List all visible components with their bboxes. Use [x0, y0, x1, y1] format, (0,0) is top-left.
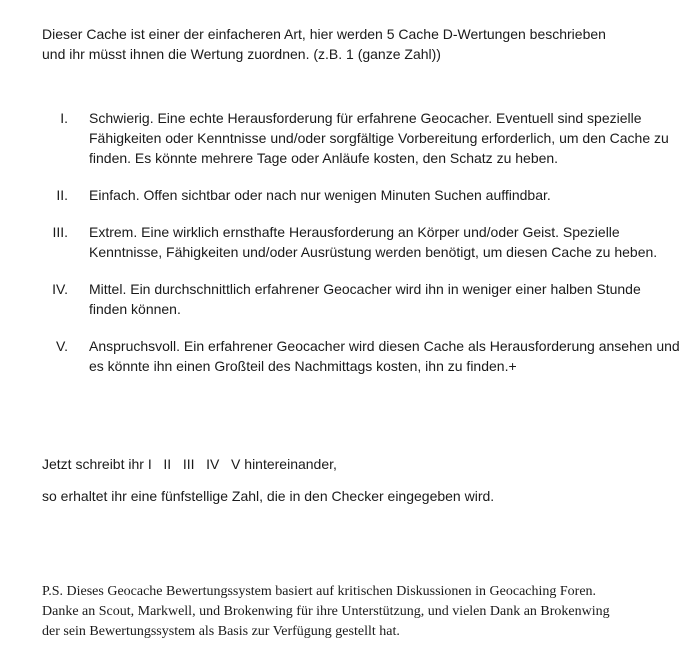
difficulty-item-3: [42, 222, 682, 262]
roman-numeral: III.: [52, 224, 68, 240]
difficulty-description: Mittel. Ein durchschnittlich erfahrener Geocacher wird ihn in weniger einer halben Stunde finden können.: [89, 281, 641, 317]
postscript-line-3: der sein Bewertungssystem als Basis zur Verfügung gestellt hat.: [42, 624, 400, 639]
intro-line-2: und ihr müsst ihnen die Wertung zuordnen. (z.B. 1 (ganze Zahl)): [42, 46, 441, 62]
difficulty-item-5: [42, 336, 682, 376]
difficulty-item-2: [42, 185, 682, 205]
roman-numeral: V.: [56, 338, 68, 354]
intro-paragraph: [42, 24, 672, 64]
postscript-line-2: Danke an Scout, Markwell, und Brokenwing für ihre Unterstützung, und vielen Dank an Brokenwing: [42, 604, 610, 619]
difficulty-description: Einfach. Offen sichtbar oder nach nur wenigen Minuten Suchen auffindbar.: [89, 187, 551, 203]
difficulty-description: Extrem. Eine wirklich ernsthafte Herausforderung an Körper und/oder Geist. Spezielle Kenntnisse, Fähigkeiten und/oder Ausrüstung werden benötigt, um diesen Cache zu heben.: [89, 224, 658, 260]
roman-numeral: IV.: [52, 281, 68, 297]
difficulty-item-4: [42, 279, 682, 319]
instruction-checker: so erhaltet ihr eine fünfstellige Zahl, die in den Checker eingegeben wird.: [42, 488, 495, 504]
intro-line-1: Dieser Cache ist einer der einfacheren Art, hier werden 5 Cache D-Wertungen beschrieben: [42, 26, 606, 42]
difficulty-description: Schwierig. Eine echte Herausforderung für erfahrene Geocacher. Eventuell sind spezielle Fähigkeiten oder Kenntnisse und/oder sorgfältige Vorbereitung erforderlich, um den Cache zu finden. Es könnte mehrere Tage oder Anläufe kosten, den Schatz zu heben.: [89, 110, 669, 166]
postscript-line-1: P.S. Dieses Geocache Bewertungssystem basiert auf kritischen Diskussionen in Geocaching Foren.: [42, 584, 597, 599]
difficulty-description: Anspruchsvoll. Ein erfahrener Geocacher wird diesen Cache als Herausforderung ansehen und es könnte ihn einen Großteil des Nachmittags kosten, ihn zu finden.+: [89, 338, 680, 374]
difficulty-list: [42, 108, 682, 393]
instruction-order: Jetzt schreibt ihr I II III IV V hintereinander,: [42, 456, 337, 472]
roman-numeral: II.: [56, 187, 68, 203]
difficulty-item-1: [42, 108, 682, 168]
roman-numeral: I.: [60, 110, 68, 126]
postscript: [42, 582, 682, 642]
